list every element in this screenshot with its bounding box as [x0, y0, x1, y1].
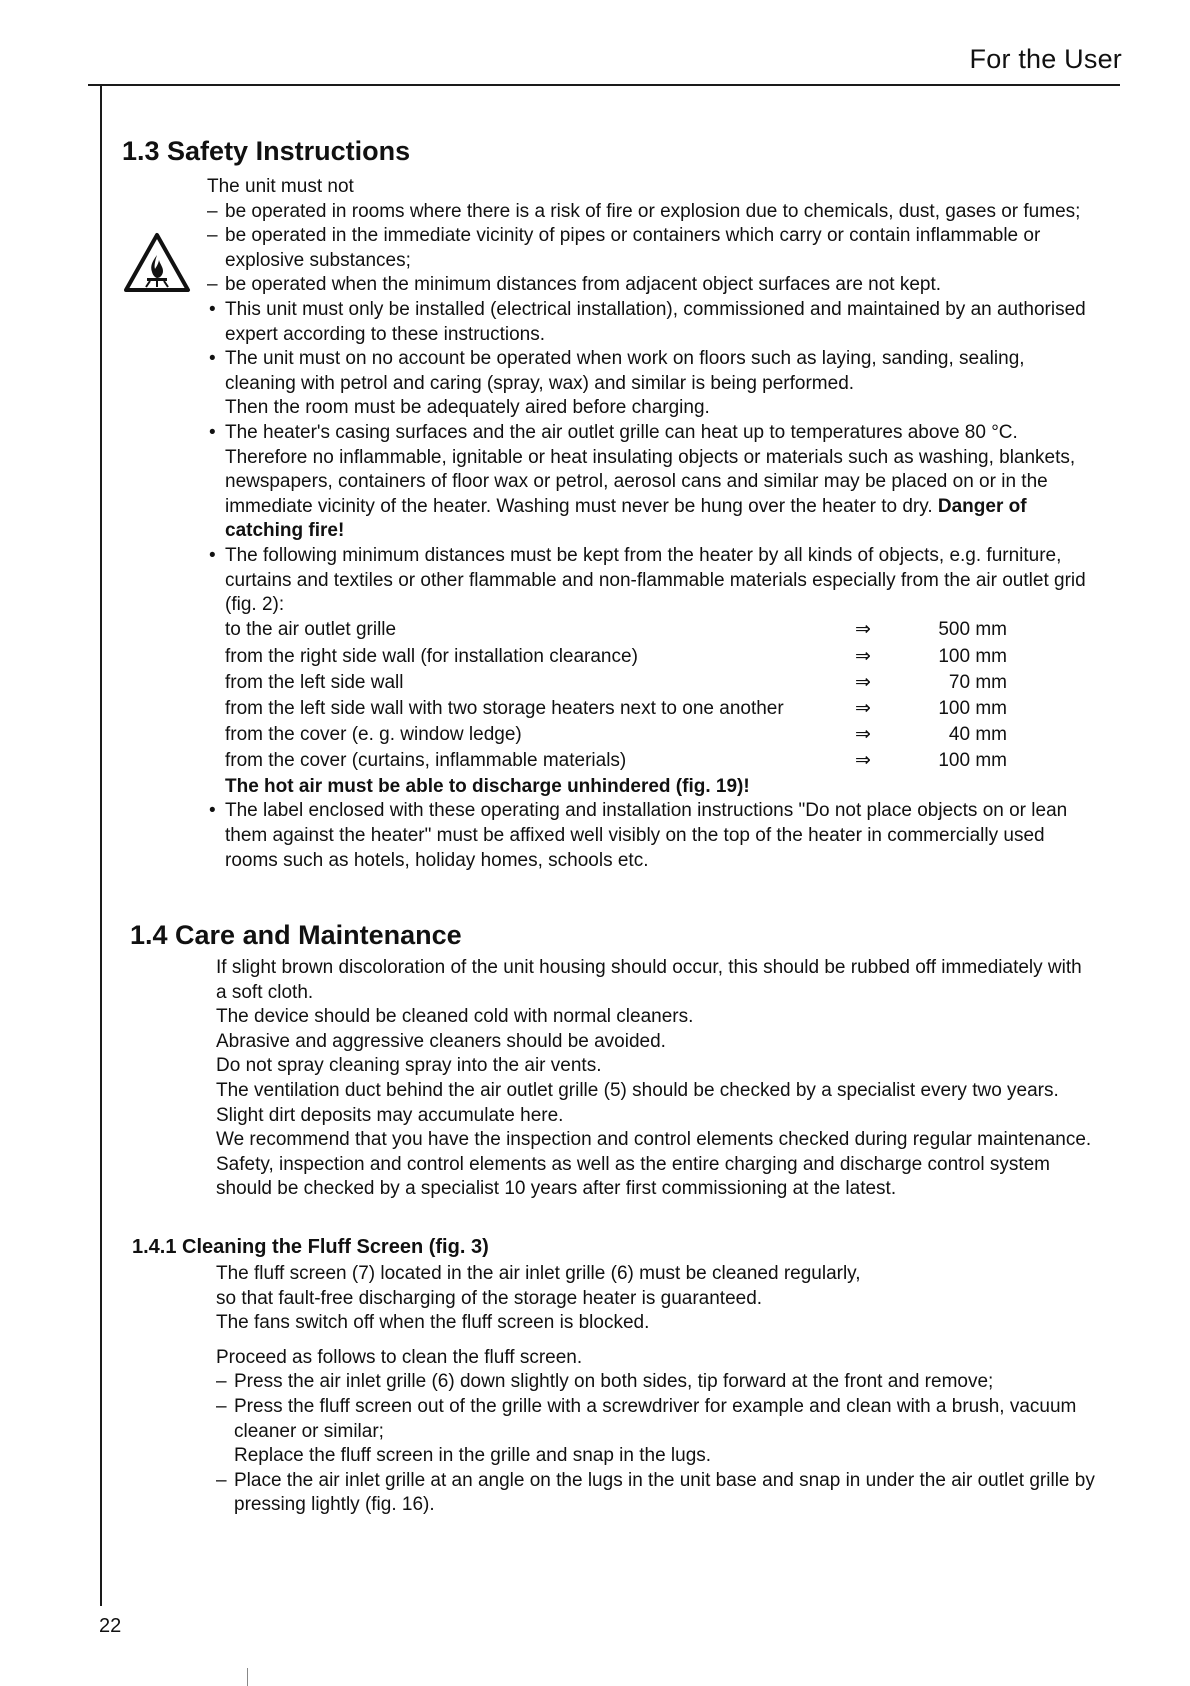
- page-number: 22: [99, 1615, 122, 1637]
- section-heading-care-maintenance: 1.4 Care and Maintenance: [130, 920, 462, 950]
- arrow-icon: ⇒: [855, 724, 871, 746]
- paragraph: Abrasive and aggressive cleaners should be avoided.: [216, 1030, 666, 1052]
- safety-intro: The unit must not: [207, 176, 354, 197]
- paragraph: The fluff screen (7) located in the air inlet grille (6) must be cleaned regularly,: [216, 1263, 861, 1284]
- fire-danger-warning: Danger of catching fire!: [225, 495, 1027, 542]
- page-header-title: For the User: [969, 44, 1122, 74]
- paragraph: The ventilation duct behind the air outlet grille (5) should be checked by a specialist every two years. Slight dirt deposits may accumulate here.: [216, 1079, 1059, 1126]
- list-item: – Press the air inlet grille (6) down slightly on both sides, tip forward at the front and remove;: [216, 1370, 1096, 1395]
- paragraph: If slight brown discoloration of the unit housing should occur, this should be rubbed off immediately with a soft cloth.: [216, 957, 1082, 1003]
- distance-label: from the cover (curtains, inflammable materials): [225, 750, 627, 772]
- paragraph: The device should be cleaned cold with normal cleaners.: [216, 1006, 694, 1028]
- arrow-icon: ⇒: [855, 698, 871, 720]
- arrow-icon: ⇒: [855, 619, 871, 641]
- distance-value: 100 mm: [938, 698, 1007, 720]
- list-item: [216, 1395, 1096, 1469]
- table-row: [225, 644, 1007, 670]
- minimum-distances-table: [225, 618, 1007, 775]
- step-text: Replace the fluff screen in the grille and snap in the lugs.: [234, 1445, 712, 1467]
- safety-instructions-body: [207, 175, 1097, 873]
- distance-value: 40 mm: [948, 724, 1007, 746]
- stray-mark: [247, 1668, 248, 1686]
- step-text: – Press the fluff screen out of the grille with a screwdriver for example and clean with a brush, vacuum cleaner or similar;: [234, 1395, 1077, 1442]
- table-row: [225, 670, 1007, 696]
- procedure-intro: Proceed as follows to clean the fluff screen.: [216, 1346, 583, 1368]
- arrow-icon: ⇒: [855, 750, 871, 772]
- care-maintenance-body: [216, 956, 1096, 1202]
- list-item: [207, 544, 1097, 800]
- table-row: [225, 722, 1007, 748]
- table-row: [225, 749, 1007, 775]
- distance-label: from the left side wall: [225, 671, 404, 693]
- distance-value: 500 mm: [938, 619, 1007, 641]
- list-item: [207, 421, 1097, 544]
- distance-label: from the right side wall (for installation clearance): [225, 645, 638, 667]
- subsection-heading-fluff-screen: 1.4.1 Cleaning the Fluff Screen (fig. 3): [132, 1236, 489, 1258]
- bullet-text: • The unit must on no account be operated when work on floors such as laying, sanding, sealing, cleaning with petrol and caring (spray, wax) and similar is being performed.: [225, 348, 1025, 394]
- paragraph: The fans switch off when the fluff screen is blocked.: [216, 1312, 650, 1334]
- table-row: [225, 696, 1007, 722]
- header-rule: [88, 84, 1120, 86]
- list-item: – be operated in rooms where there is a risk of fire or explosion due to chemicals, dust, gases or fumes;: [207, 200, 1097, 225]
- distance-value: 100 mm: [938, 645, 1007, 667]
- distance-label: to the air outlet grille: [225, 619, 397, 641]
- distance-value: 100 mm: [938, 750, 1007, 772]
- paragraph: Do not spray cleaning spray into the air vents.: [216, 1055, 602, 1077]
- fire-warning-icon: [122, 231, 192, 295]
- list-item: • This unit must only be installed (electrical installation), commissioned and maintained by an authorised expert according to these instructions.: [207, 298, 1097, 347]
- bullet-text: Then the room must be adequately aired before charging.: [225, 397, 710, 419]
- list-item: • The label enclosed with these operating and installation instructions "Do not place objects on or lean them against the heater" must be affixed well visibly on the top of the heater in commercially used rooms such as hotels, holiday homes, schools etc.: [207, 799, 1097, 873]
- list-item: – Place the air inlet grille at an angle on the lugs in the unit base and snap in under the air outlet grille by pressing lightly (fig. 16).: [216, 1469, 1096, 1518]
- left-margin-rule: [100, 86, 102, 1606]
- distance-label: from the left side wall with two storage heaters next to one another: [225, 698, 784, 720]
- section-heading-safety-instructions: 1.3 Safety Instructions: [122, 136, 411, 166]
- fluff-screen-body: [216, 1262, 1096, 1518]
- paragraph: We recommend that you have the inspection and control elements checked during regular maintenance. Safety, inspection and control elements as well as the entire charging and discharge control system should be checked by a specialist 10 years after first commissioning at the latest.: [216, 1129, 1092, 1200]
- distance-value: 70 mm: [948, 671, 1007, 693]
- table-row: [225, 618, 1007, 644]
- arrow-icon: ⇒: [855, 671, 871, 693]
- arrow-icon: ⇒: [855, 645, 871, 667]
- paragraph: so that fault-free discharging of the storage heater is guaranteed.: [216, 1287, 763, 1309]
- list-item: – be operated in the immediate vicinity of pipes or containers which carry or contain inflammable or explosive substances;: [207, 224, 1097, 273]
- list-item: [207, 347, 1097, 421]
- list-item: – be operated when the minimum distances from adjacent object surfaces are not kept.: [207, 273, 1097, 298]
- distance-label: from the cover (e. g. window ledge): [225, 724, 522, 746]
- hot-air-note: The hot air must be able to discharge unhindered (fig. 19)!: [225, 775, 750, 797]
- bullet-text: • The following minimum distances must be kept from the heater by all kinds of objects, e.g. furniture, curtains and textiles or other flammable and non-flammable materials especially from the air outlet grid (fig. 2):: [225, 544, 1086, 616]
- bullet-text: The heater's casing surfaces and the air outlet grille can heat up to temperatures above 80 °C. Therefore no inflammable, ignitable or heat insulating objects or materials such as washing, blankets, newspapers, containers of floor wax or petrol, aerosol cans and similar may be placed on or in the immediate vicinity of the heater. Washing must never be hung over the heater to dry.: [225, 421, 1076, 517]
